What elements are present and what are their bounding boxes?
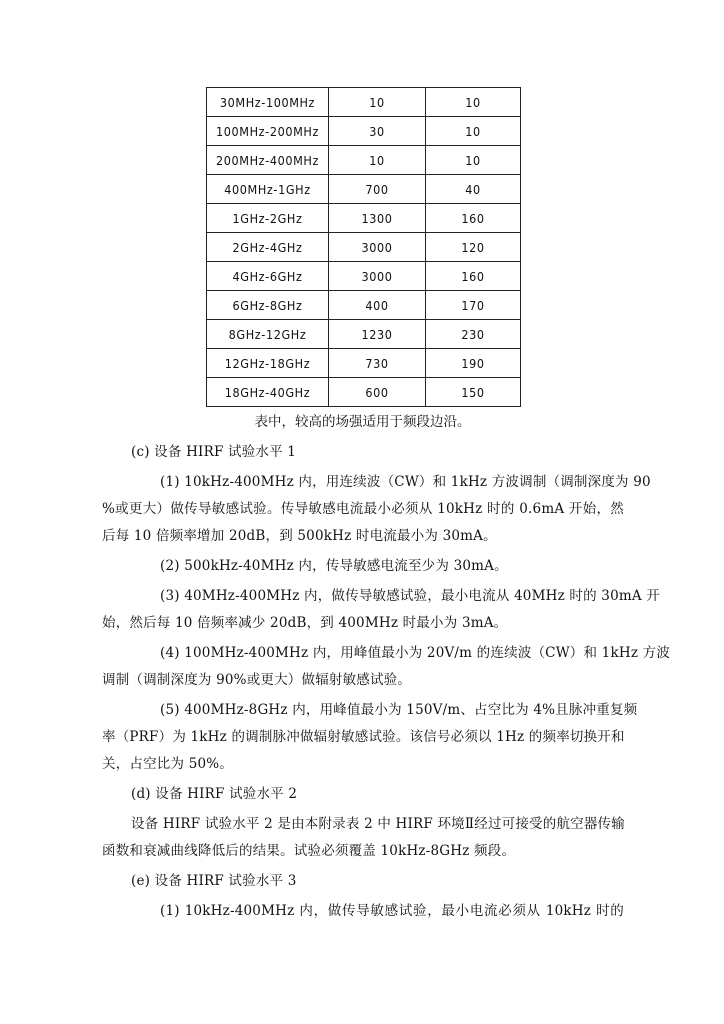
paragraph-line: %或更大）做传导敏感试验。传导敏感电流最小必须从 10kHz 时的 0.6mA 开始，然 — [102, 501, 624, 517]
paragraph-line: (4) 100MHz-400MHz 内，用峰值最小为 20V/m 的连续波（CW）和 1kHz 方波 — [160, 645, 671, 661]
section-heading-level-2: (d) 设备 HIRF 试验水平 2 — [131, 786, 298, 802]
table-cell: 230 — [426, 320, 521, 349]
table-cell: 3000 — [329, 233, 426, 262]
table-cell: 10 — [426, 88, 521, 117]
frequency-field-strength-table — [206, 87, 521, 407]
table-cell: 30MHz-100MHz — [207, 88, 329, 117]
table-cell: 1GHz-2GHz — [207, 204, 329, 233]
paragraph-line: (1) 10kHz-400MHz 内，做传导敏感试验，最小电流必须从 10kHz 时的 — [160, 903, 624, 919]
table-cell: 10 — [329, 146, 426, 175]
paragraph-line: 函数和衰减曲线降低后的结果。试验必须覆盖 10kHz-8GHz 频段。 — [102, 843, 516, 859]
paragraph-line: 调制（调制深度为 90%或更大）做辐射敏感试验。 — [102, 672, 412, 688]
table-row — [207, 146, 521, 175]
table-row — [207, 262, 521, 291]
table-cell: 120 — [426, 233, 521, 262]
paragraph-line: (5) 400MHz-8GHz 内，用峰值最小为 150V/m、占空比为 4%且脉冲重复频 — [160, 702, 638, 718]
table-row — [207, 291, 521, 320]
table-row — [207, 233, 521, 262]
table-cell: 190 — [426, 349, 521, 378]
table-cell: 170 — [426, 291, 521, 320]
table-cell: 160 — [426, 262, 521, 291]
table-cell: 400MHz-1GHz — [207, 175, 329, 204]
table-cell: 10 — [329, 88, 426, 117]
table-cell: 3000 — [329, 262, 426, 291]
table-cell: 1300 — [329, 204, 426, 233]
table-cell: 30 — [329, 117, 426, 146]
table-cell: 100MHz-200MHz — [207, 117, 329, 146]
section-heading-level-1: (c) 设备 HIRF 试验水平 1 — [131, 444, 297, 460]
paragraph-line: (2) 500kHz-40MHz 内，传导敏感电流至少为 30mA。 — [160, 558, 508, 574]
table-cell: 700 — [329, 175, 426, 204]
paragraph-line: 后每 10 倍频率增加 20dB，到 500kHz 时电流最小为 30mA。 — [102, 528, 497, 544]
table-cell: 730 — [329, 349, 426, 378]
table-cell: 4GHz-6GHz — [207, 262, 329, 291]
table-cell: 40 — [426, 175, 521, 204]
paragraph-line: 设备 HIRF 试验水平 2 是由本附录表 2 中 HIRF 环境Ⅱ经过可接受的航空器传输 — [131, 816, 625, 832]
table-cell: 2GHz-4GHz — [207, 233, 329, 262]
table-cell: 8GHz-12GHz — [207, 320, 329, 349]
table-cell: 12GHz-18GHz — [207, 349, 329, 378]
paragraph-line: 率（PRF）为 1kHz 的调制脉冲做辐射敏感试验。该信号必须以 1Hz 的频率切换开和 — [102, 729, 625, 745]
table-cell: 150 — [426, 378, 521, 407]
table-row — [207, 204, 521, 233]
table-cell: 1230 — [329, 320, 426, 349]
paragraph-line: (3) 40MHz-400MHz 内，做传导敏感试验，最小电流从 40MHz 时的 30mA 开 — [160, 588, 661, 604]
table-body — [207, 88, 521, 407]
table-cell: 160 — [426, 204, 521, 233]
table-cell: 10 — [426, 146, 521, 175]
table-cell: 18GHz-40GHz — [207, 378, 329, 407]
table-row — [207, 117, 521, 146]
table-note: 表中，较高的场强适用于频段边沿。 — [254, 414, 471, 430]
table-cell: 10 — [426, 117, 521, 146]
table-row — [207, 88, 521, 117]
paragraph-line: (1) 10kHz-400MHz 内，用连续波（CW）和 1kHz 方波调制（调制深度为 90 — [160, 474, 651, 490]
table-row — [207, 320, 521, 349]
table-row — [207, 175, 521, 204]
paragraph-line: 始，然后每 10 倍频率减少 20dB，到 400MHz 时最小为 3mA。 — [102, 615, 508, 631]
table-cell: 400 — [329, 291, 426, 320]
section-heading-level-3: (e) 设备 HIRF 试验水平 3 — [131, 873, 297, 889]
table-cell: 600 — [329, 378, 426, 407]
table-row — [207, 378, 521, 407]
paragraph-line: 关，占空比为 50%。 — [102, 756, 233, 772]
table-row — [207, 349, 521, 378]
table-cell: 6GHz-8GHz — [207, 291, 329, 320]
table-cell: 200MHz-400MHz — [207, 146, 329, 175]
